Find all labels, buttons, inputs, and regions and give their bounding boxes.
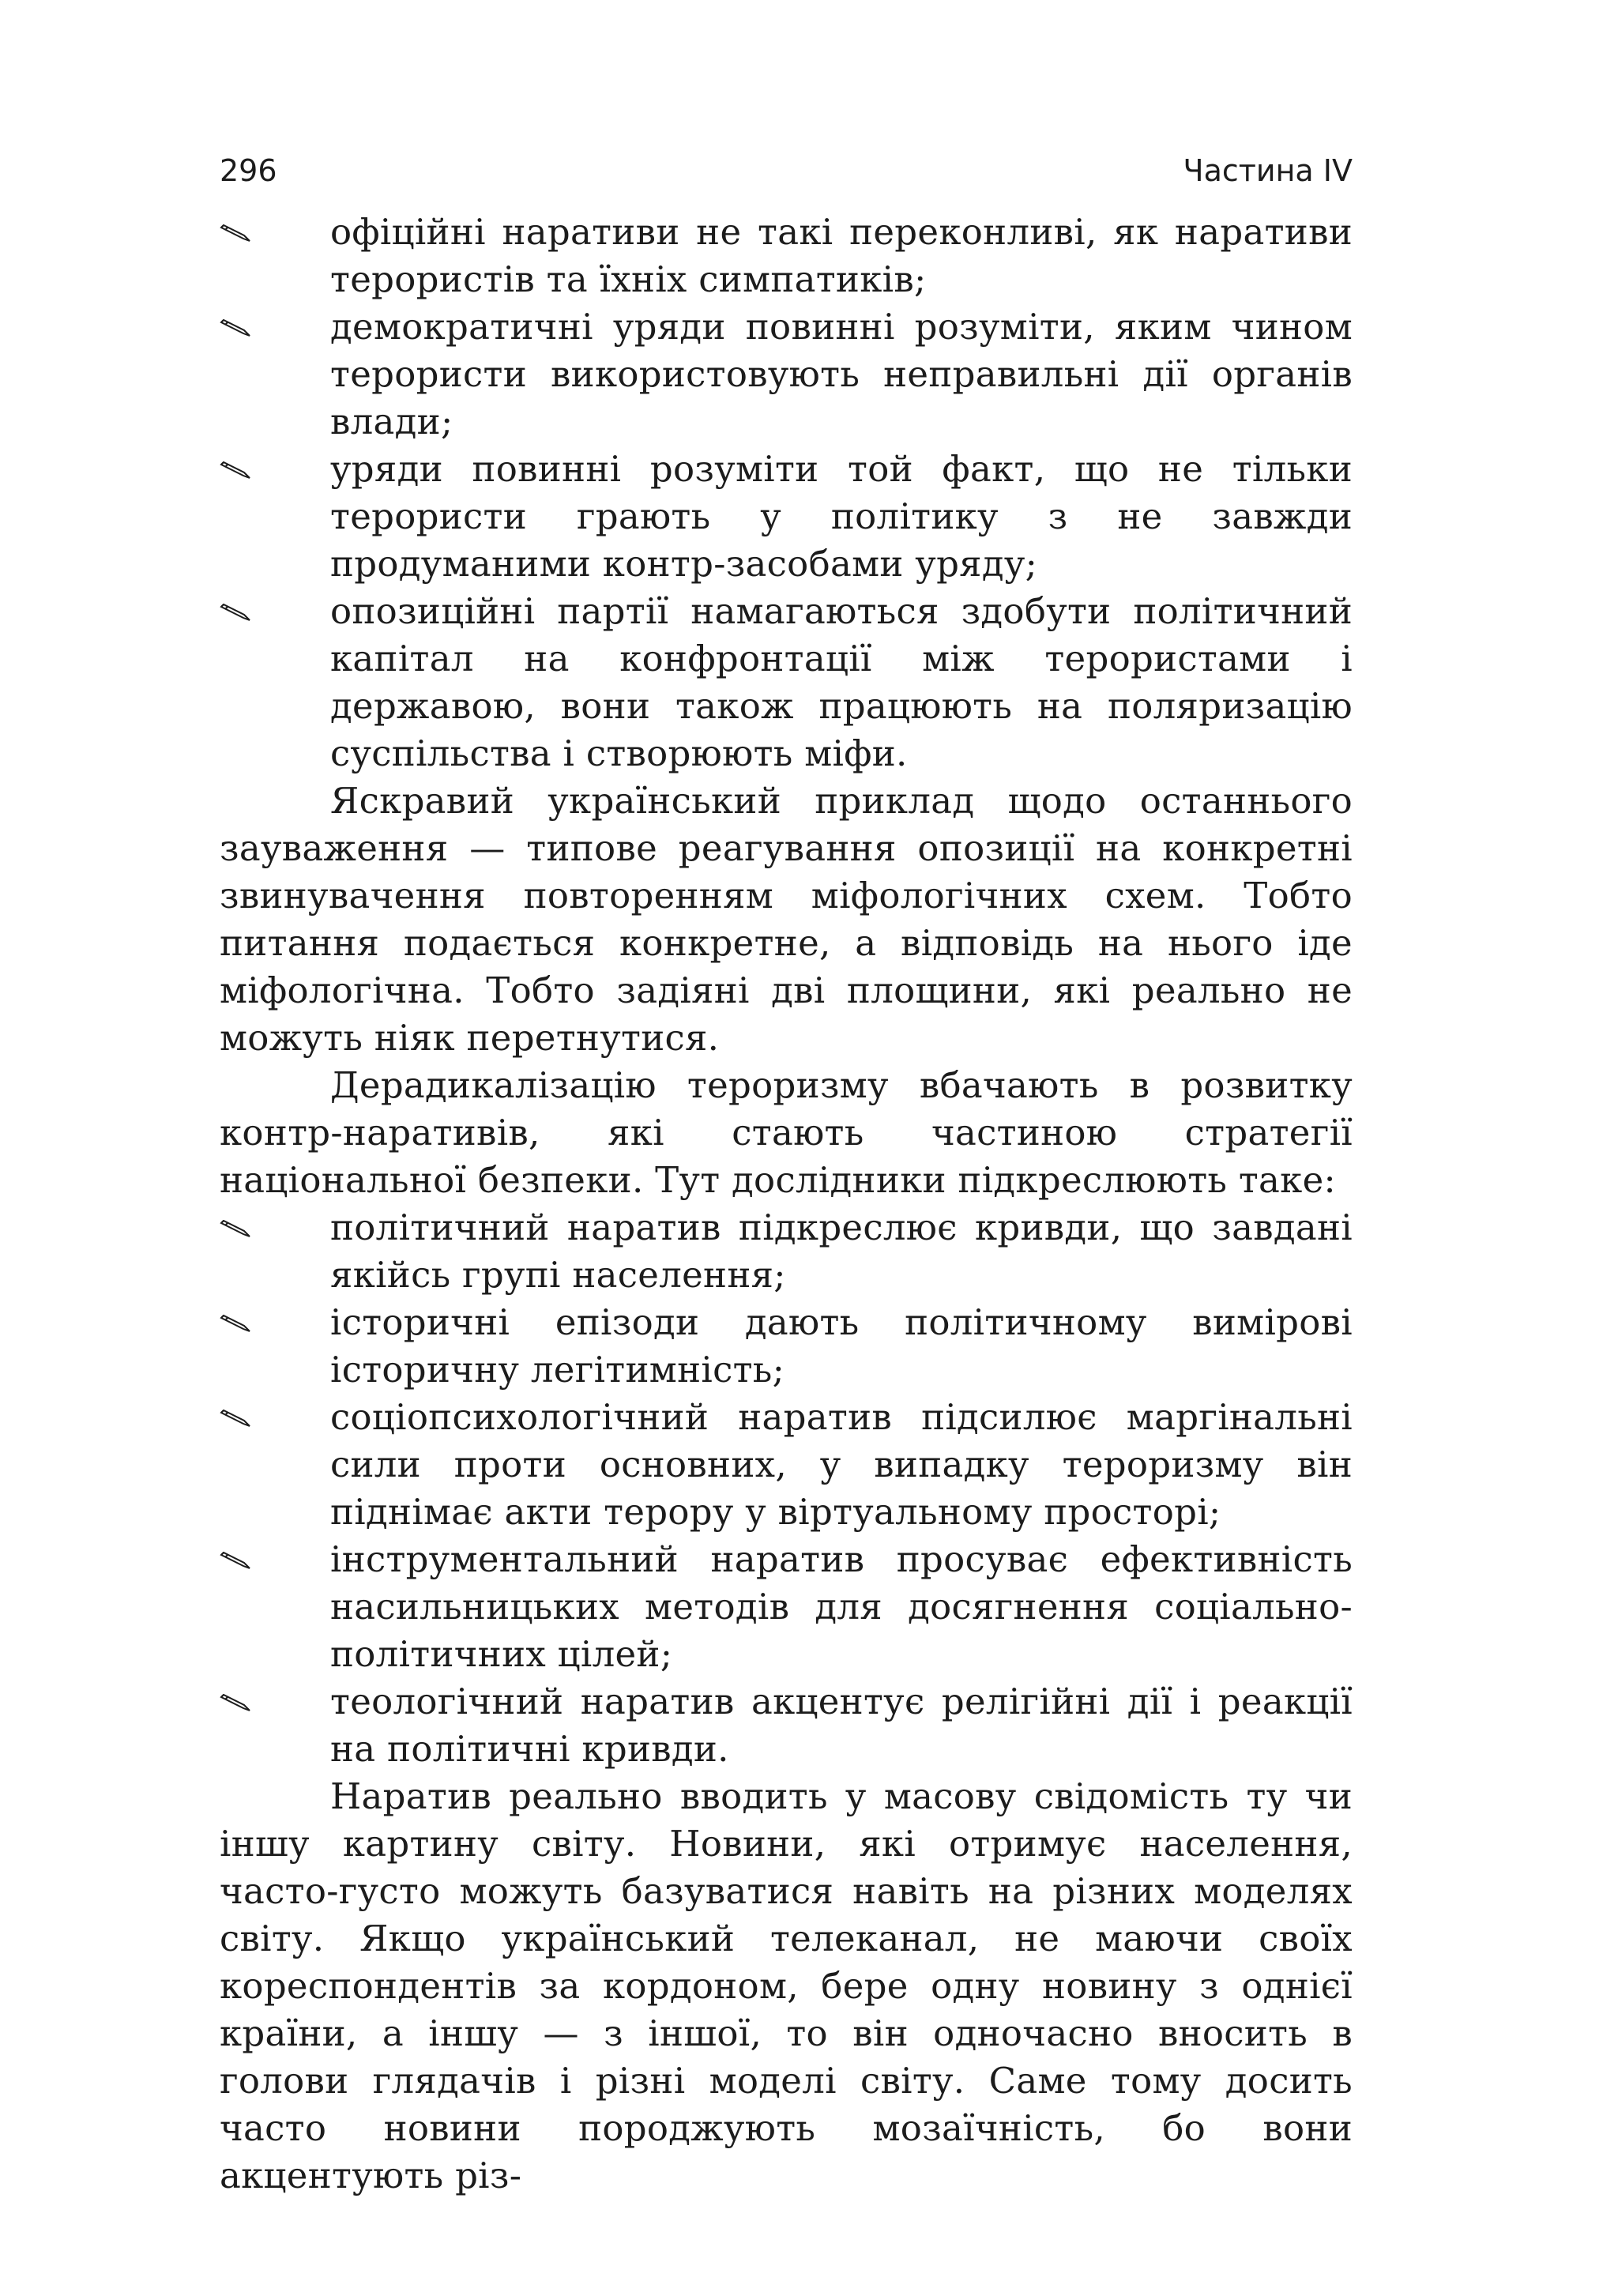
list-item-text: історичні епізоди дають політичному вимірові історичну легітимність; [330,1301,1353,1391]
list-item-text: теологічний наратив акцентує релігійні дії і реакції на політичні кривди. [330,1681,1353,1770]
pen-bullet-icon [220,1220,254,1239]
list-item-text: опозиційні партії намагаються здобути політичний капітал на конфронтації між терористами і державою, вони також працюють на поляризацію суспільства і створюють міфи. [330,590,1353,774]
list-item-text: інструментальний наратив просуває ефективність насильницьких методів для досягнення соціально-політичних цілей; [330,1538,1353,1675]
pen-bullet-icon [220,461,254,480]
list-item [220,1394,1353,1536]
list-item-text: офіційні наративи не такі переконливі, як наративи терористів та їхніх симпатиків; [330,211,1353,300]
list-item [220,1536,1353,1678]
list-item [220,446,1353,588]
list-item [220,303,1353,446]
paragraph: Наратив реально вводить у масову свідомість ту чи іншу картину світу. Новини, які отримує населення, часто-густо можуть базуватися навіть на різних моделях світу. Якщо український телеканал, не маючи своїх кореспондентів за кордоном, бере одну новину з однієї країни, а іншу — з іншої, то він одночасно вносить в голови глядачів і різні моделі світу. Саме тому досить часто новини породжують мозаїчність, бо вони акцентують різ- [220,1775,1353,2196]
list-item [220,1299,1353,1394]
page-number: 296 [220,153,277,188]
paragraph: Яскравий український приклад щодо останнього зауваження — типове реагування опозиції на конкретні звинувачення повторенням міфологічних схем. Тобто питання подається конкретне, а відповідь на нього іде міфологічна. Тобто задіяні дві площини, які реально не можуть ніяк перетнутися. [220,780,1353,1059]
pen-bullet-icon [220,1552,254,1571]
list-item [220,209,1353,303]
pen-bullet-icon [220,1315,254,1334]
list-item-text: соціопсихологічний наратив підсилює маргінальні сили проти основних, у випадку тероризму він піднімає акти терору у віртуальному просторі; [330,1396,1353,1533]
bullet-list-1 [220,209,1353,777]
part-label: Частина IV [1183,153,1353,188]
pen-bullet-icon [220,319,254,338]
running-head [220,147,1353,194]
pen-bullet-icon [220,1694,254,1713]
pen-bullet-icon [220,604,254,623]
list-item-text: демократичні уряди повинні розуміти, яким чином терористи використовують неправильні дії органів влади; [330,306,1353,442]
body-text [220,209,1353,2200]
pen-bullet-icon [220,224,254,243]
list-item [220,1204,1353,1299]
list-item [220,1678,1353,1773]
paragraph: Дерадикалізацію тероризму вбачають в розвитку контр-наративів, які стають частиною стратегії національної безпеки. Тут дослідники підкреслюють таке: [220,1064,1353,1201]
list-item-text: політичний наратив підкреслює кривди, що завдані якійсь групі населення; [330,1206,1353,1296]
pen-bullet-icon [220,1410,254,1428]
bullet-list-2 [220,1204,1353,1773]
list-item [220,588,1353,777]
list-item-text: уряди повинні розуміти той факт, що не тільки терористи грають у політику з не завжди продуманими контр-засобами уряду; [330,448,1353,585]
